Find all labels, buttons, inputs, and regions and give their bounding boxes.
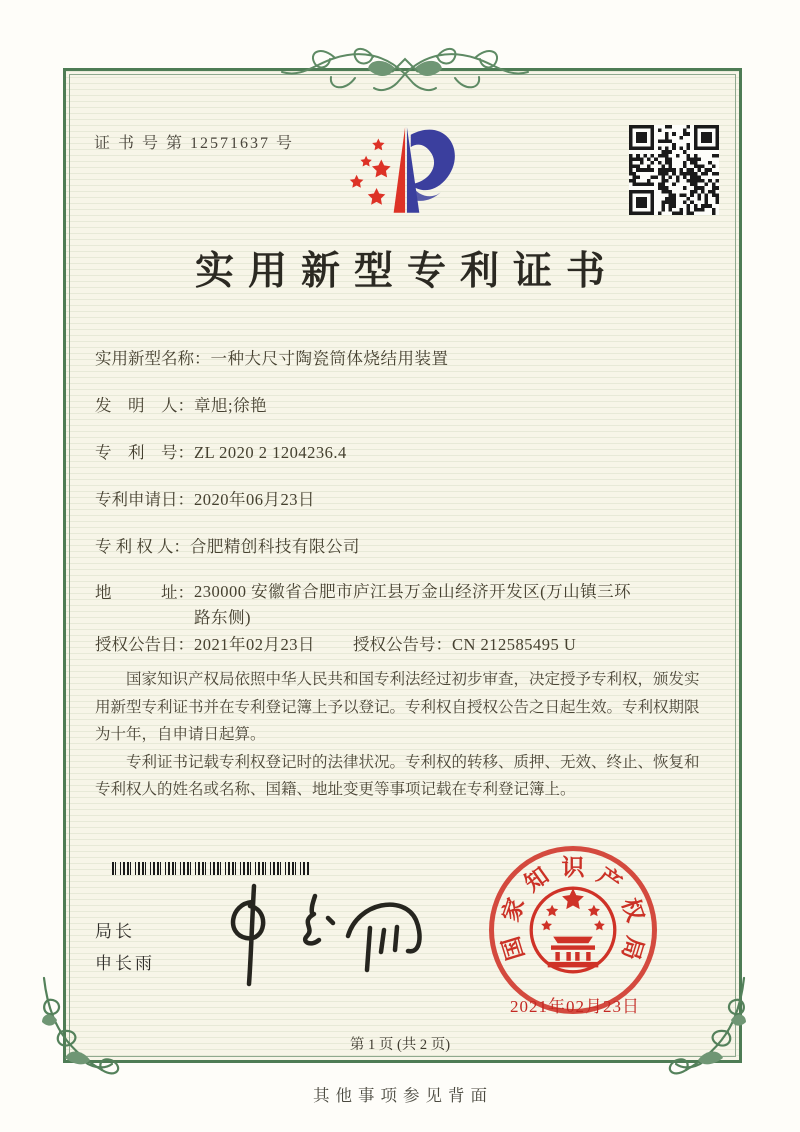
director-block [95,916,155,981]
field-label: 专 利 号： [95,443,194,462]
certificate-number: 证 书 号 第 12571637 号 [94,135,295,152]
field-value: 2020年06月23日 [194,490,315,509]
field-row-address [95,579,715,630]
seal-character: 局 [617,933,649,963]
field-value: 章旭;徐艳 [194,396,268,415]
grant-number-group [353,631,576,655]
seal-character: 知 [519,862,554,897]
bottom-left-flourish-ornament [38,972,160,1084]
field-label: 地 址： [95,583,194,602]
top-flourish-ornament [280,38,530,100]
field-row-inventor [95,392,715,416]
field-row-utility-model-name [95,345,715,369]
qr-code [629,125,719,215]
director-name: 申长雨 [95,954,155,974]
cnipa-seal [489,846,657,1014]
grant-date-value: 2021年02月23日 [194,635,315,654]
field-row-patent-number [95,439,715,463]
reverse-side-note: 其他事项参见背面 [313,1086,493,1105]
certificate-title: 实用新型专利证书 [194,250,619,293]
page-indicator: 第 1 页 (共 2 页) [349,1037,451,1053]
grant-number-label: 授权公告号： [353,635,452,654]
grant-date-label: 授权公告日： [95,635,194,654]
field-row-grant [95,631,715,655]
field-value: ZL 2020 2 1204236.4 [194,443,347,462]
cnipa-logo-icon [333,112,479,226]
field-label: 实用新型名称： [95,349,211,368]
seal-character: 产 [592,862,627,897]
field-value: 合肥精创科技有限公司 [189,537,360,556]
field-value: 一种大尺寸陶瓷筒体烧结用装置 [210,349,449,368]
field-row-patentee [95,533,715,557]
legal-paragraph-1: 国家知识产权局依照中华人民共和国专利法经过初步审查，决定授予专利权，颁发实用新型专利证书并在专利登记簿上予以登记。专利权自授权公告之日起生效。专利权期限为十年，自申请日起算。 [95,671,700,744]
field-label: 专利申请日： [95,490,194,509]
legal-text [95,666,707,804]
grant-number-value: CN 212585495 U [452,635,577,654]
bottom-right-flourish-ornament [628,972,750,1084]
barcode [112,862,310,875]
seal-character: 权 [616,895,648,925]
field-value: 230000 安徽省合肥市庐江县万金山经济开发区(万山镇三环路东侧) [194,582,632,627]
legal-paragraph-2: 专利证书记载专利权登记时的法律状况。专利权的转移、质押、无效、终止、恢复和专利权人的姓名或名称、国籍、地址变更等事项记载在专利登记簿上。 [95,753,700,799]
field-label: 发 明 人： [95,396,194,415]
field-row-filing-date [95,486,715,510]
seal-character: 国 [497,933,529,963]
seal-character: 识 [561,855,585,880]
director-title: 局长 [95,922,135,941]
director-signature [218,882,428,990]
seal-character: 家 [498,895,530,925]
field-label: 专 利 权 人： [95,537,190,556]
seal-date: 2021年02月23日 [510,997,640,1016]
